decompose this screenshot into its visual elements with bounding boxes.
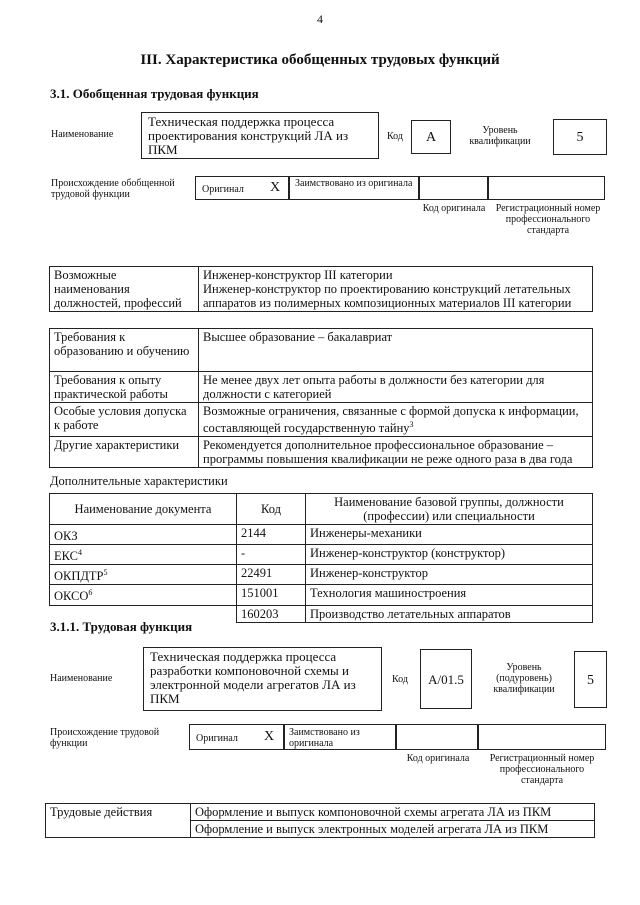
req-other-value: Рекомендуется дополнительное профессиональное образование – программы повышения квалификации не реже одного раза в два года — [199, 437, 593, 468]
req-access-value — [199, 403, 593, 437]
s31-reg-num-label: Регистрационный номер профессионального стандарта — [495, 203, 601, 236]
req-access-label: Особые условия допуска к работе — [50, 403, 199, 437]
s31-name-label: Наименование — [51, 129, 114, 140]
extra-doc: ОКЗ — [50, 525, 237, 545]
s311-actions-table — [45, 803, 595, 838]
extra-name: Производство летательных аппаратов — [306, 605, 593, 622]
extra-code: - — [237, 545, 306, 565]
s31-position-2: Инженер-конструктор по проектированию конструкций летательных аппаратов из полимерных композиционных материалов III категории — [203, 282, 572, 310]
extra-header-doc: Наименование документа — [50, 494, 237, 525]
req-experience-value: Не менее двух лет опыта работы в должности без категории для должности с категорией — [199, 372, 593, 403]
extra-header-name: Наименование базовой группы, должности (профессии) или специальности — [306, 494, 593, 525]
section-title: III. Характеристика обобщенных трудовых функций — [140, 52, 500, 68]
table-row — [50, 585, 593, 605]
table-row — [50, 545, 593, 565]
s311-level-label: Уровень (подуровень) квалификации — [493, 662, 555, 695]
req-access-footnote: 3 — [409, 420, 414, 429]
s31-original-label: Оригинал — [202, 184, 244, 195]
extra-name: Инженер-конструктор — [306, 565, 593, 585]
extra-name: Инженеры-механики — [306, 525, 593, 545]
s31-borrowed: Заимствовано из оригинала — [289, 176, 419, 200]
s31-requirements-table — [49, 328, 593, 468]
s311-reg-num-label: Регистрационный номер профессионального стандарта — [489, 753, 595, 786]
s31-code-label: Код — [387, 131, 403, 142]
s311-name-label: Наименование — [50, 673, 113, 684]
extra-name: Технология машиностроения — [306, 585, 593, 605]
s311-code-orig-label: Код оригинала — [406, 753, 470, 764]
extra-code: 151001 — [237, 585, 306, 605]
action-item: Оформление и выпуск электронных моделей агрегата ЛА из ПКМ — [191, 821, 595, 838]
s31-positions-label: Возможные наименования должностей, профессий — [50, 267, 199, 312]
s311-code-orig-cell — [396, 724, 478, 750]
extra-code: 2144 — [237, 525, 306, 545]
table-row — [50, 525, 593, 545]
s31-positions-value — [199, 267, 593, 312]
s311-original-label: Оригинал — [196, 733, 238, 744]
extra-code: 22491 — [237, 565, 306, 585]
s31-origin-label: Происхождение обобщенной трудовой функции — [51, 178, 175, 200]
req-education-label: Требования к образованию и обучению — [50, 329, 199, 372]
s311-name-value: Техническая поддержка процесса разработки компоновочной схемы и электронной модели агрегатов ЛА из ПКМ — [143, 647, 382, 711]
s31-code-orig-cell — [419, 176, 488, 200]
s311-code-value: A/01.5 — [420, 649, 472, 709]
s311-origin-label: Происхождение трудовой функции — [50, 727, 160, 749]
page-number: 4 — [317, 12, 323, 26]
s31-heading: 3.1. Обобщенная трудовая функция — [50, 86, 259, 101]
table-row — [50, 565, 593, 585]
s311-original-cell — [189, 724, 284, 750]
extra-code: 160203 — [237, 605, 306, 622]
extra-doc: ЕКС$^4$ — [50, 545, 237, 565]
req-other-label: Другие характеристики — [50, 437, 199, 468]
s31-name-value: Техническая поддержка процесса проектирования конструкций ЛА из ПКМ — [141, 112, 379, 159]
req-experience-label: Требования к опыту практической работы — [50, 372, 199, 403]
s31-original-mark: X — [270, 180, 281, 195]
s311-original-mark: X — [264, 729, 275, 744]
extra-doc: ОКПДТР$^5$ — [50, 565, 237, 585]
s311-heading: 3.1.1. Трудовая функция — [50, 619, 193, 634]
action-item: Оформление и выпуск компоновочной схемы агрегата ЛА из ПКМ — [191, 804, 595, 821]
extra-header-code: Код — [237, 494, 306, 525]
s31-code-orig-label: Код оригинала — [422, 203, 486, 214]
s311-reg-num-cell — [478, 724, 606, 750]
actions-label: Трудовые действия — [46, 804, 191, 838]
s31-level-value: 5 — [553, 119, 607, 155]
s31-level-label: Уровень квалификации — [469, 125, 531, 147]
s31-reg-num-cell — [488, 176, 605, 200]
s31-code-value: А — [411, 120, 451, 154]
extra-table — [49, 493, 593, 623]
s311-code-label: Код — [392, 674, 408, 685]
s31-original-cell — [195, 176, 289, 200]
req-access-text: Возможные ограничения, связанные с формой допуска к информации, составляющей государственную тайну — [203, 404, 579, 436]
s31-positions-table — [49, 266, 593, 312]
extra-name: Инженер-конструктор (конструктор) — [306, 545, 593, 565]
req-education-value: Высшее образование – бакалавриат — [199, 329, 593, 372]
extra-doc: ОКСО$^6$ — [50, 585, 237, 605]
s31-position-1: Инженер-конструктор III категории — [203, 268, 393, 282]
s311-borrowed: Заимствовано из оригинала — [284, 724, 396, 750]
s311-level-value: 5 — [574, 651, 607, 708]
extra-title: Дополнительные характеристики — [50, 474, 228, 488]
